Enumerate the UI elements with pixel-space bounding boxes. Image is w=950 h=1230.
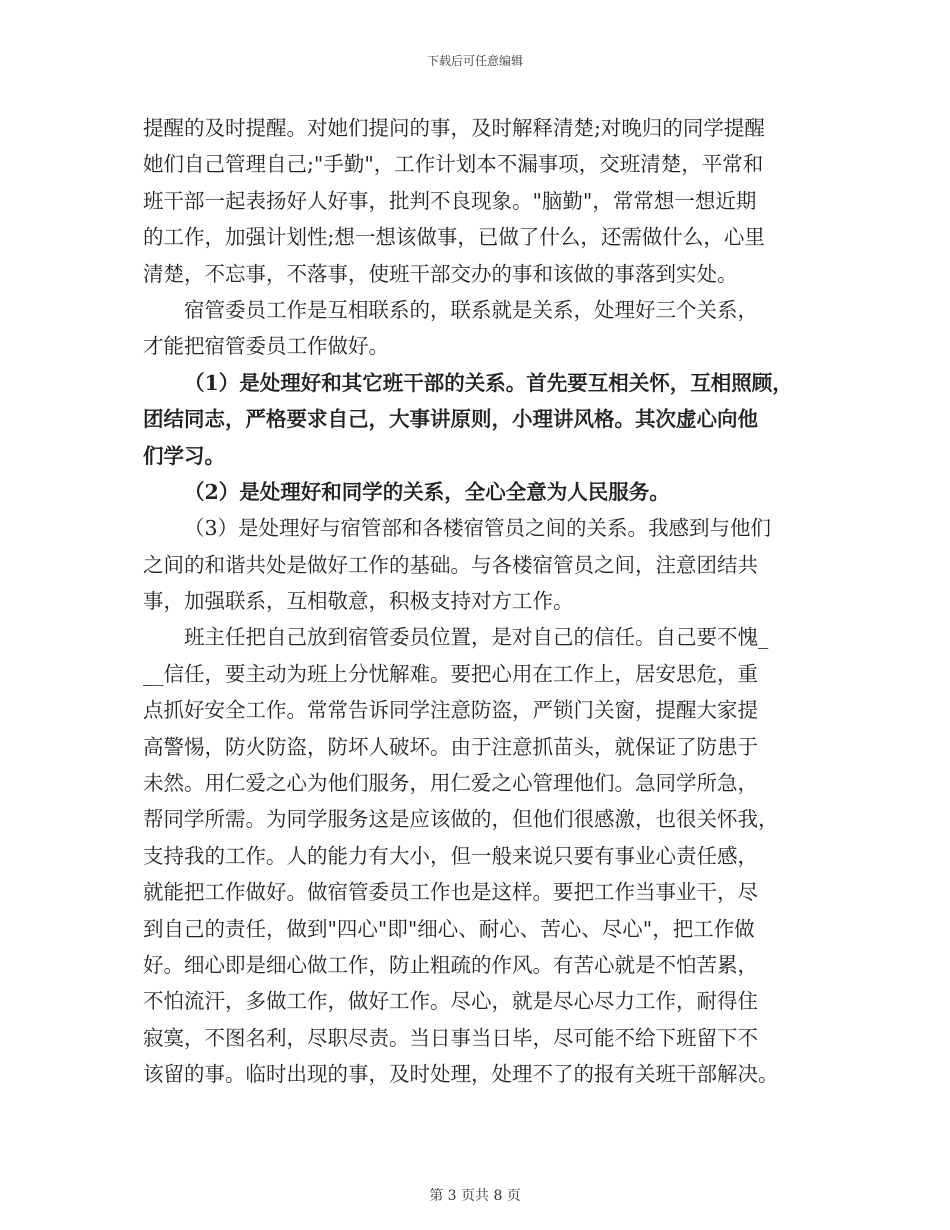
text-line: 事，加强联系，互相敬意，积极支持对方工作。 [143,589,574,614]
page-footer: 第 3 页共 8 页 [429,1188,521,1204]
text-line: 团结同志，严格要求自己，大事讲原则，小理讲风格。其次虚心向他 [143,407,758,432]
text-line: 班干部一起表扬好人好事，批判不良现象。"脑勤"，常常想一想近期 [143,188,757,213]
text-line: 不怕流汗，多做工作，做好工作。尽心，就是尽心尽力工作，耐得住 [143,989,758,1014]
text-line: 支持我的工作。人的能力有大小，但一般来说只要有事业心责任感， [143,843,758,868]
text-line: 清楚，不忘事，不落事，使班干部交办的事和该做的事落到实处。 [143,261,738,286]
text-line: 帮同学所需。为同学服务这是应该做的，但他们很感激，也很关怀我， [143,807,779,832]
text-line: 的工作，加强计划性;想一想该做事，已做了什么，还需做什么，心里 [143,225,765,250]
text-line: 未然。用仁爱之心为他们服务，用仁爱之心管理他们。急同学所急， [143,771,758,796]
text-line: 高警惕，防火防盗，防坏人破坏。由于注意抓苗头，就保证了防患于 [143,734,758,759]
document-body [143,110,813,1093]
text-line: 宿管委员工作是互相联系的，联系就是关系，处理好三个关系， [184,297,758,322]
text-line: 就能把工作做好。做宿管委员工作也是这样。要把工作当事业干，尽 [143,880,758,905]
text-line: 好。细心即是细心做工作，防止粗疏的作风。有苦心就是不怕苦累， [143,952,758,977]
text-line: 们学习。 [143,443,225,468]
page-header: 下载后可任意编辑 [426,54,523,68]
text-line: （1）是处理好和其它班干部的关系。首先要互相关怀，互相照顾， [184,370,793,395]
text-line: 到自己的责任，做到"四心"即"细心、耐心、苦心、尽心"，把工作做 [143,916,755,941]
text-line: 她们自己管理自己;"手勤"，工作计划本不漏事项，交班清楚，平常和 [143,152,764,177]
text-line: 点抓好安全工作。常常告诉同学注意防盗，严锁门关窗，提醒大家提 [143,698,758,723]
text-line: 提醒的及时提醒。对她们提问的事，及时解释清楚;对晚归的同学提醒 [143,116,765,140]
text-line: 才能把宿管委员工作做好。 [143,334,389,359]
text-line: 班主任把自己放到宿管委员位置，是对自己的信任。自己要不愧_ [184,625,769,650]
text-line: 寂寞，不图名利，尽职尽责。当日事当日毕，尽可能不给下班留下不 [143,1025,758,1050]
text-line: （3）是处理好与宿管部和各楼宿管员之间的关系。我感到与他们 [184,516,772,541]
text-line: （2）是处理好和同学的关系，全心全意为人民服务。 [184,479,670,504]
text-line: 该留的事。临时出现的事，及时处理，处理不了的报有关班干部解决。 [143,1062,779,1087]
text-line: __信任，要主动为班上分忧解难。要把心用在工作上，居安思危，重 [143,661,758,686]
text-line: 之间的和谐共处是做好工作的基础。与各楼宿管员之间，注意团结共 [143,552,758,577]
